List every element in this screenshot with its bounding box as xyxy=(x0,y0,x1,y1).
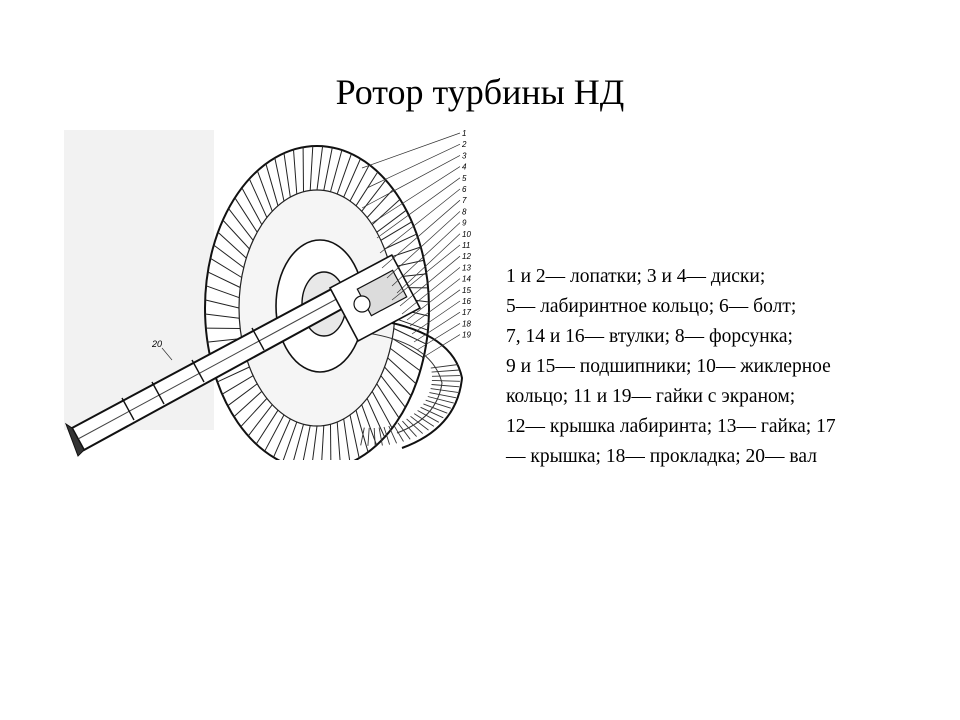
callout-3: 3 xyxy=(462,151,467,161)
legend-line: — крышка; 18— прокладка; 20— вал xyxy=(506,446,817,467)
rotor-illustration xyxy=(62,128,482,460)
callout-8: 8 xyxy=(462,207,467,217)
callout-19: 19 xyxy=(462,330,471,340)
legend-line: 12— крышка лабиринта; 13— гайка; 17 xyxy=(506,416,836,437)
callout-7: 7 xyxy=(462,196,467,206)
callout-4: 4 xyxy=(462,162,467,172)
callout-20: 20 xyxy=(152,339,163,349)
callout-2: 2 xyxy=(462,140,467,150)
callout-5: 5 xyxy=(462,173,467,183)
rotor-drawing xyxy=(62,128,482,460)
callout-15: 15 xyxy=(462,285,471,295)
callout-1: 1 xyxy=(462,129,467,138)
slide-title: Ротор турбины НД xyxy=(335,72,625,112)
legend-line: 7, 14 и 16— втулки; 8— форсунка; xyxy=(506,326,793,347)
legend-text xyxy=(506,262,926,472)
legend-line: 1 и 2— лопатки; 3 и 4— диски; xyxy=(506,266,766,287)
callout-14: 14 xyxy=(462,274,471,284)
legend-line: 5— лабиринтное кольцо; 6— болт; xyxy=(506,296,797,317)
callout-13: 13 xyxy=(462,263,471,273)
legend-line: 9 и 15— подшипники; 10— жиклерное xyxy=(506,356,831,377)
callout-18: 18 xyxy=(462,319,471,329)
callout-10: 10 xyxy=(462,229,471,239)
legend-line: кольцо; 11 и 19— гайки с экраном; xyxy=(506,386,796,407)
callout-16: 16 xyxy=(462,297,471,306)
callout-11: 11 xyxy=(462,241,471,250)
callout-17: 17 xyxy=(462,308,471,318)
callout-6: 6 xyxy=(462,185,467,194)
callout-9: 9 xyxy=(462,218,467,228)
callout-12: 12 xyxy=(462,252,471,262)
